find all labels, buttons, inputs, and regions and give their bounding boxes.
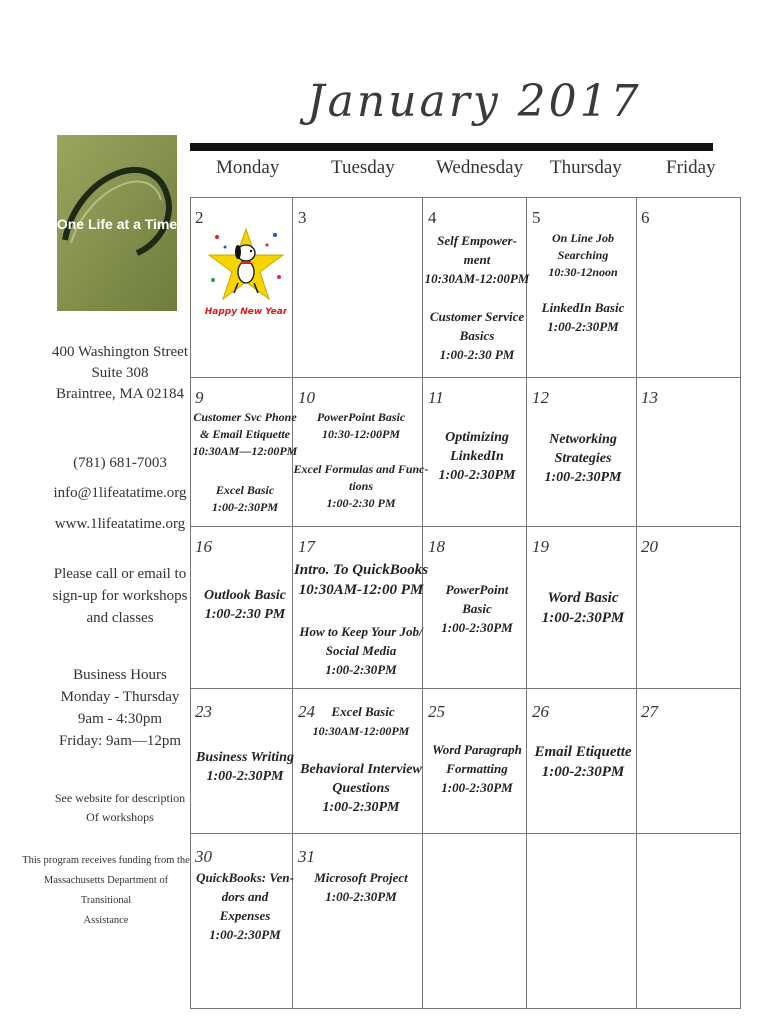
- funding-line-1: This program receives funding from the: [22, 855, 190, 866]
- day-header-tuesday: Tuesday: [331, 157, 395, 178]
- event-title: Strategies: [554, 451, 612, 466]
- event-email-etiquette: [530, 742, 636, 782]
- date-19: 19: [532, 537, 549, 556]
- event-time: 1:00-2:30PM: [547, 319, 619, 334]
- date-4: 4: [428, 208, 437, 227]
- business-hours: [40, 664, 200, 752]
- event-title: tions: [348, 479, 373, 493]
- event-outlook-basic: [192, 586, 298, 624]
- event-title: Questions: [332, 781, 390, 796]
- event-title: Customer Service: [429, 309, 525, 324]
- address-line-2: Suite 308: [91, 365, 149, 381]
- funding-line-2: Massachusetts Department of Transitional: [43, 875, 169, 906]
- address-line-1: 400 Washington Street: [51, 344, 188, 360]
- event-keep-your-job: [293, 622, 429, 679]
- event-time: 1:00-2:30PM: [544, 470, 622, 485]
- date-11: 11: [428, 388, 444, 407]
- event-title: Formatting: [446, 761, 508, 776]
- event-time: 10:30-12noon: [548, 265, 618, 279]
- event-title: Excel Basic: [215, 483, 275, 497]
- signup-note: [40, 563, 200, 629]
- event-title: Social Media: [325, 643, 397, 658]
- event-business-writing: [192, 748, 298, 786]
- event-title: Microsoft Project: [314, 870, 408, 885]
- event-time: 1:00-2:30 PM: [204, 607, 286, 622]
- event-time: 10:30AM-12:00PM: [424, 271, 530, 286]
- event-linkedin-basic: [530, 298, 636, 336]
- event-title: Excel Formulas and Func-: [293, 462, 429, 476]
- date-16: 16: [195, 537, 212, 556]
- event-excel-basic-2: [328, 702, 398, 721]
- day-header-monday: Monday: [216, 157, 280, 178]
- event-time: 1:00-2:30PM: [438, 468, 516, 483]
- signup-line-2: sign-up for workshops: [52, 588, 188, 604]
- event-powerpoint-basic: [293, 409, 429, 443]
- event-title: LinkedIn: [450, 449, 504, 464]
- event-title: Outlook Basic: [203, 588, 287, 603]
- event-title: How to Keep Your Job/: [299, 624, 423, 639]
- date-27: 27: [641, 702, 658, 721]
- event-quickbooks-vendors: [192, 868, 298, 944]
- event-time: 1:00-2:30PM: [325, 662, 397, 677]
- grid-line: [190, 526, 741, 527]
- hours-line-2: 9am - 4:30pm: [77, 711, 163, 727]
- grid-line: [740, 197, 741, 1009]
- hours-line-1: Monday - Thursday: [60, 689, 180, 705]
- page-title: January 2017: [307, 76, 642, 127]
- date-17: 17: [298, 537, 315, 556]
- date-3: 3: [298, 208, 307, 227]
- event-time: 1:00-2:30PM: [206, 769, 284, 784]
- date-25: 25: [428, 702, 445, 721]
- event-title: Excel Basic: [331, 704, 395, 719]
- event-title: Email Etiquette: [534, 744, 632, 760]
- event-word-basic: [530, 588, 636, 628]
- event-customer-svc-phone: [192, 409, 298, 460]
- date-24: 24: [298, 702, 315, 721]
- event-excel-formulas: [293, 461, 429, 512]
- event-title: Networking: [549, 432, 617, 447]
- event-title: PowerPoint Basic: [316, 410, 406, 424]
- event-title: Self Empower-: [437, 233, 517, 248]
- funding-line-3: Assistance: [83, 915, 129, 926]
- grid-line: [190, 377, 741, 378]
- event-title: Business Writing: [196, 750, 294, 765]
- date-6: 6: [641, 208, 650, 227]
- day-header-wednesday: Wednesday: [436, 157, 524, 178]
- address-line-3: Braintree, MA 02184: [56, 386, 184, 402]
- event-time: 1:00-2:30PM: [322, 800, 400, 815]
- event-title: & Email Etiquette: [199, 427, 290, 441]
- date-2: 2: [195, 208, 204, 227]
- event-title: Expenses: [219, 908, 271, 923]
- event-time: 1:00-2:30PM: [441, 780, 513, 795]
- date-12: 12: [532, 388, 549, 407]
- website-link[interactable]: www.1lifeatatime.org: [54, 516, 186, 532]
- organization-logo: [57, 135, 177, 311]
- event-time: 10:30-12:00PM: [322, 427, 400, 441]
- email-link[interactable]: info@1lifeatatime.org: [53, 485, 187, 501]
- logo-text: One Life at a Time: [57, 216, 177, 232]
- day-header-friday: Friday: [666, 157, 716, 178]
- event-online-job-searching: [530, 230, 636, 281]
- event-time: 10:30AM—12:00PM: [192, 444, 298, 458]
- date-18: 18: [428, 537, 445, 556]
- phone-number: (781) 681-7003: [73, 455, 167, 471]
- hours-line-3: Friday: 9am—12pm: [58, 733, 182, 749]
- date-9: 9: [195, 388, 204, 407]
- event-time: 10:30AM-12:00 PM: [298, 582, 424, 598]
- event-title: ment: [463, 252, 491, 267]
- event-time: 1:00-2:30 PM: [439, 347, 515, 362]
- date-10: 10: [298, 388, 315, 407]
- event-title: Word Basic: [547, 590, 619, 606]
- event-time: 1:00-2:30PM: [541, 610, 625, 626]
- event-title: Intro. To QuickBooks: [293, 562, 429, 578]
- date-31: 31: [298, 847, 315, 866]
- grid-line: [190, 197, 741, 198]
- signup-line-1: Please call or email to: [53, 566, 187, 582]
- event-behavioral-interview: [293, 760, 429, 817]
- svg-text:Happy New Year: Happy New Year: [205, 307, 287, 317]
- funding-note: [20, 851, 192, 931]
- see-website-line-2: Of workshops: [86, 810, 154, 824]
- grid-line: [190, 688, 741, 689]
- event-title: Word Paragraph: [432, 742, 522, 757]
- event-microsoft-project: [293, 868, 429, 906]
- hours-heading: Business Hours: [73, 667, 167, 683]
- event-optimizing-linkedin: [424, 428, 530, 485]
- event-intro-quickbooks: [293, 560, 429, 600]
- event-time: 1:00-2:30PM: [209, 927, 281, 942]
- event-title: Customer Svc Phone: [193, 410, 297, 424]
- event-excel-basic-2-time: [293, 723, 429, 740]
- date-26: 26: [532, 702, 549, 721]
- grid-line: [190, 197, 191, 1009]
- event-title: LinkedIn Basic: [541, 300, 625, 315]
- event-title: Behavioral Interview: [300, 762, 422, 777]
- event-networking-strategies: [530, 430, 636, 487]
- day-header-thursday: Thursday: [550, 157, 622, 178]
- signup-line-3: and classes: [86, 610, 154, 626]
- event-customer-service-basics: [424, 307, 530, 364]
- event-excel-basic: [192, 482, 298, 516]
- event-time: 1:00-2:30PM: [325, 889, 397, 904]
- event-title: Basics: [459, 328, 495, 343]
- event-time: 1:00-2:30PM: [212, 500, 278, 514]
- event-self-empowerment: [424, 231, 530, 288]
- title-underline: [190, 143, 713, 151]
- grid-line: [190, 1008, 741, 1009]
- address-block: [40, 342, 200, 405]
- see-website-line-1: See website for description: [54, 791, 186, 805]
- event-title: Optimizing: [445, 430, 509, 445]
- happy-new-year-image: [205, 225, 287, 320]
- event-title: dors and: [221, 889, 269, 904]
- event-word-paragraph: [424, 740, 530, 797]
- event-powerpoint-basic-2: [424, 580, 530, 637]
- event-time: 10:30AM-12:00PM: [312, 724, 410, 738]
- event-title: On Line Job: [551, 231, 614, 245]
- grid-line: [190, 833, 741, 834]
- date-23: 23: [195, 702, 212, 721]
- date-30: 30: [195, 847, 212, 866]
- workshop-description-note: [40, 789, 200, 827]
- grid-line: [636, 197, 637, 1009]
- event-time: 1:00-2:30 PM: [326, 496, 396, 510]
- date-5: 5: [532, 208, 541, 227]
- event-time: 1:00-2:30PM: [541, 764, 625, 780]
- date-13: 13: [641, 388, 658, 407]
- event-title: Searching: [557, 248, 609, 262]
- event-title: QuickBooks: Ven-: [196, 870, 294, 885]
- event-title: PowerPoint: [445, 582, 509, 597]
- date-20: 20: [641, 537, 658, 556]
- event-time: 1:00-2:30PM: [441, 620, 513, 635]
- event-title: Basic: [462, 601, 492, 616]
